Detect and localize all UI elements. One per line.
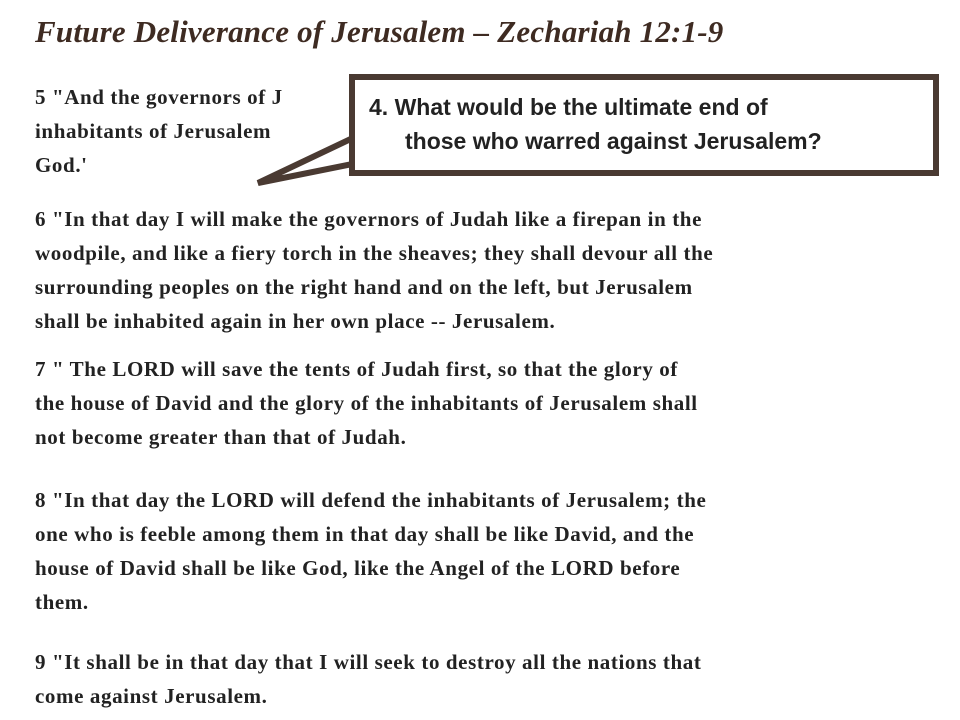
question-line: those who warred against Jerusalem?: [405, 128, 822, 154]
verse-7-line: the house of David and the glory of the inhabitants of Jerusalem shall: [35, 391, 698, 415]
verse-6-line: shall be inhabited again in her own place -- Jerusalem.: [35, 309, 556, 333]
question-line: 4. What would be the ultimate end of: [369, 94, 768, 120]
verse-5-line: 5 "And the governors of J: [35, 85, 283, 109]
verse-6-line: surrounding peoples on the right hand and on the left, but Jerusalem: [35, 275, 693, 299]
verse-7-line: not become greater than that of Judah.: [35, 425, 407, 449]
verse-8-line: 8 "In that day the LORD will defend the inhabitants of Jerusalem; the: [35, 488, 707, 512]
verse-6-line: woodpile, and like a fiery torch in the sheaves; they shall devour all the: [35, 241, 714, 265]
verse-5-line: inhabitants of Jerusalem: [35, 119, 272, 143]
verse-7-line: 7 " The LORD will save the tents of Judah first, so that the glory of: [35, 357, 678, 381]
verse-8-line: one who is feeble among them in that day shall be like David, and the: [35, 522, 695, 546]
question-callout: [349, 74, 939, 176]
verse-5-line: God.': [35, 153, 88, 177]
verse-8-line: them.: [35, 590, 89, 614]
verse-9-line: 9 "It shall be in that day that I will seek to destroy all the nations that: [35, 650, 702, 674]
verse-6-line: 6 "In that day I will make the governors of Judah like a firepan in the: [35, 207, 703, 231]
verse-9-line: come against Jerusalem.: [35, 684, 268, 708]
slide-title: Future Deliverance of Jerusalem – Zechariah 12:1-9: [35, 14, 724, 49]
verse-8-line: house of David shall be like God, like the Angel of the LORD before: [35, 556, 681, 580]
